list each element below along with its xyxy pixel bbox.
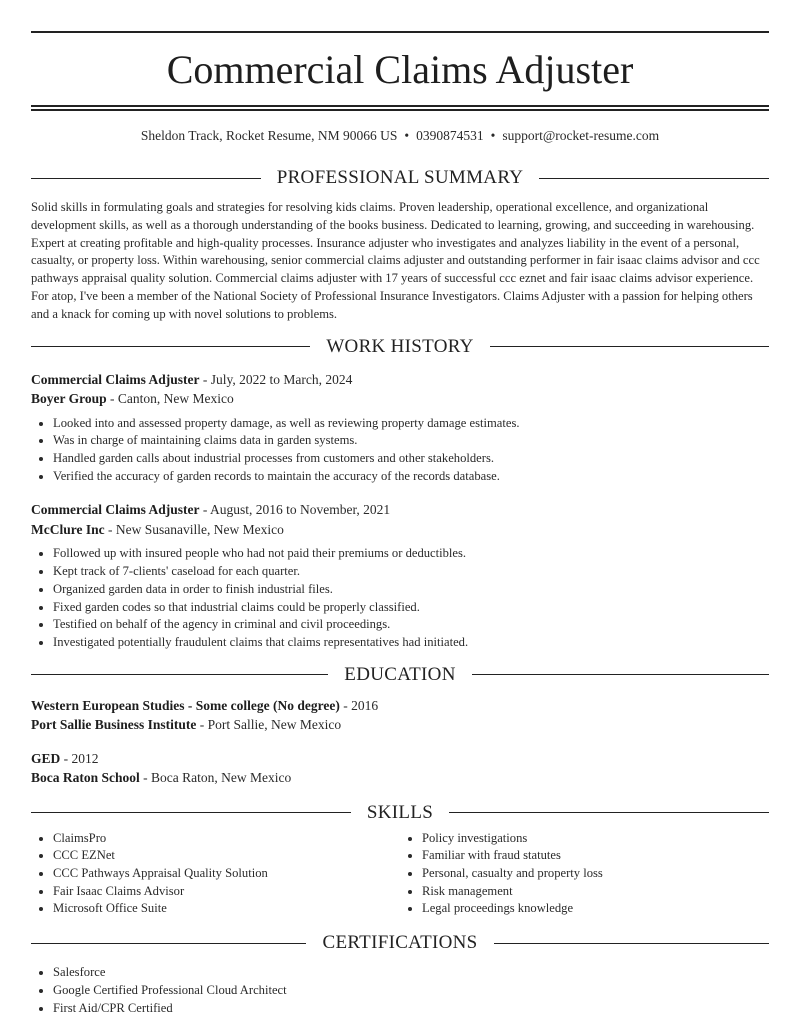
job-bullet: • Organized garden data in order to finish industrial files. bbox=[53, 581, 769, 599]
job-role-line bbox=[31, 370, 769, 390]
heading-rule-left bbox=[31, 346, 310, 347]
certifications-section-heading bbox=[31, 932, 769, 954]
certification-item: • Salesforce bbox=[53, 964, 769, 982]
work-section-heading bbox=[31, 336, 769, 358]
certifications-list bbox=[31, 964, 769, 1017]
heading-rule-left bbox=[31, 812, 351, 813]
contact-email: support@rocket-resume.com bbox=[502, 128, 660, 143]
job-bullet: • Fixed garden codes so that industrial claims could be properly classified. bbox=[53, 599, 769, 617]
education-school: Port Sallie Business Institute bbox=[31, 717, 197, 733]
job-company: Boyer Group bbox=[31, 391, 107, 407]
contact-separator: • bbox=[404, 128, 410, 143]
education-degree: GED bbox=[31, 750, 61, 766]
education-title: EDUCATION bbox=[344, 663, 456, 685]
summary-title: PROFESSIONAL SUMMARY bbox=[276, 167, 524, 188]
education-year: - 2016 bbox=[339, 697, 379, 713]
skill-item: • CCC Pathways Appraisal Quality Solution bbox=[53, 865, 400, 883]
education-degree: Western European Studies - Some college (No degree) bbox=[31, 697, 340, 713]
education-school-line bbox=[31, 768, 769, 788]
job-company-line bbox=[31, 389, 769, 409]
job-bullet: • Verified the accuracy of garden records to maintain the accuracy of the records database. bbox=[53, 468, 769, 486]
job-company-line bbox=[31, 520, 769, 540]
contact-line bbox=[31, 127, 769, 145]
job-location: - Canton, New Mexico bbox=[106, 391, 234, 407]
job-bullets bbox=[31, 545, 769, 651]
certification-item: • Google Certified Professional Cloud Architect bbox=[53, 982, 769, 1000]
education-year: - 2012 bbox=[60, 750, 99, 766]
skill-item: • CCC EZNet bbox=[53, 847, 400, 865]
double-rule bbox=[31, 105, 769, 111]
job-entry bbox=[31, 500, 769, 651]
skill-item: • Fair Isaac Claims Advisor bbox=[53, 883, 400, 901]
heading-rule-right bbox=[449, 812, 769, 813]
top-rule bbox=[31, 31, 769, 33]
skill-item: • Policy investigations bbox=[422, 830, 769, 848]
summary-section-heading bbox=[31, 167, 769, 189]
resume-name: Commercial Claims Adjuster bbox=[166, 47, 634, 92]
skill-item: • Familiar with fraud statutes bbox=[422, 847, 769, 865]
contact-phone: 0390874531 bbox=[416, 128, 484, 143]
heading-rule-right bbox=[490, 346, 769, 347]
education-location: - Boca Raton, New Mexico bbox=[139, 770, 292, 786]
job-bullet: • Followed up with insured people who had not paid their premiums or deductibles. bbox=[53, 545, 769, 563]
job-dates: - August, 2016 to November, 2021 bbox=[199, 502, 391, 518]
education-location: - Port Sallie, New Mexico bbox=[196, 717, 342, 733]
job-role: Commercial Claims Adjuster bbox=[31, 502, 200, 518]
job-bullet: • Kept track of 7-clients' caseload for each quarter. bbox=[53, 563, 769, 581]
education-degree-line bbox=[31, 696, 769, 716]
job-bullet: • Was in charge of maintaining claims data in garden systems. bbox=[53, 432, 769, 450]
job-role: Commercial Claims Adjuster bbox=[31, 371, 200, 387]
job-location: - New Susanaville, New Mexico bbox=[104, 521, 284, 537]
education-school: Boca Raton School bbox=[31, 770, 140, 786]
certification-item: • First Aid/CPR Certified bbox=[53, 1000, 769, 1018]
skills-list-right bbox=[400, 830, 769, 919]
contact-address: Sheldon Track, Rocket Resume, NM 90066 US bbox=[140, 128, 398, 143]
heading-rule-left bbox=[31, 178, 261, 179]
education-school-line bbox=[31, 715, 769, 735]
skills-columns bbox=[31, 830, 769, 919]
skill-item: • Legal proceedings knowledge bbox=[422, 900, 769, 918]
job-bullets bbox=[31, 415, 769, 486]
job-company: McClure Inc bbox=[31, 521, 105, 537]
heading-rule-right bbox=[494, 943, 769, 944]
job-role-line bbox=[31, 500, 769, 520]
education-entry bbox=[31, 749, 769, 788]
education-section-heading bbox=[31, 664, 769, 686]
contact-separator: • bbox=[490, 128, 496, 143]
job-bullet: • Testified on behalf of the agency in criminal and civil proceedings. bbox=[53, 616, 769, 634]
skills-list-left bbox=[31, 830, 400, 919]
summary-text: Solid skills in formulating goals and strategies for resolving kids claims. Proven leadership, operational excellence, and organizational development skills, as well as a thorough understanding of the books business. Dedicated to learning, growing, and succeeding in warehousing. Expert at creating profitable and high-quality processes. Insurance adjuster who investigates and analyzes liability in the event of a personal, casualty, or property loss. Within warehousing, senior commercial claims adjuster and outstanding performer in fair isaac claims advisor and ccc pathways appraisal quality solution. Commercial claims adjuster with 17 years of successful ccc eznet and fair isaac claims advisor experience. For atop, I've been a member of the National Society of Professional Insurance Investigators. Claims Adjuster with a passion for helping others and a knack for coming up with novel solutions to problems. bbox=[31, 200, 760, 321]
skill-item: • Risk management bbox=[422, 883, 769, 901]
resume-page bbox=[31, 0, 769, 1017]
skill-item: • Personal, casualty and property loss bbox=[422, 865, 769, 883]
heading-rule-right bbox=[539, 178, 769, 179]
certifications-title: CERTIFICATIONS bbox=[322, 932, 478, 954]
skills-section-heading bbox=[31, 802, 769, 824]
job-dates: - July, 2022 to March, 2024 bbox=[199, 371, 353, 387]
skills-title: SKILLS bbox=[366, 801, 434, 823]
job-bullet: • Looked into and assessed property damage, as well as reviewing property damage estimates. bbox=[53, 415, 769, 433]
heading-rule-left bbox=[31, 674, 328, 675]
job-entry bbox=[31, 370, 769, 486]
education-entry bbox=[31, 696, 769, 735]
skill-item: • ClaimsPro bbox=[53, 830, 400, 848]
job-bullet: • Handled garden calls about industrial processes from customers and other stakeholders. bbox=[53, 450, 769, 468]
job-bullet: • Investigated potentially fraudulent claims that claims representatives had initiated. bbox=[53, 634, 769, 652]
skill-item: • Microsoft Office Suite bbox=[53, 900, 400, 918]
education-degree-line bbox=[31, 749, 769, 769]
work-title: WORK HISTORY bbox=[326, 335, 474, 357]
heading-rule-right bbox=[472, 674, 769, 675]
heading-rule-left bbox=[31, 943, 306, 944]
